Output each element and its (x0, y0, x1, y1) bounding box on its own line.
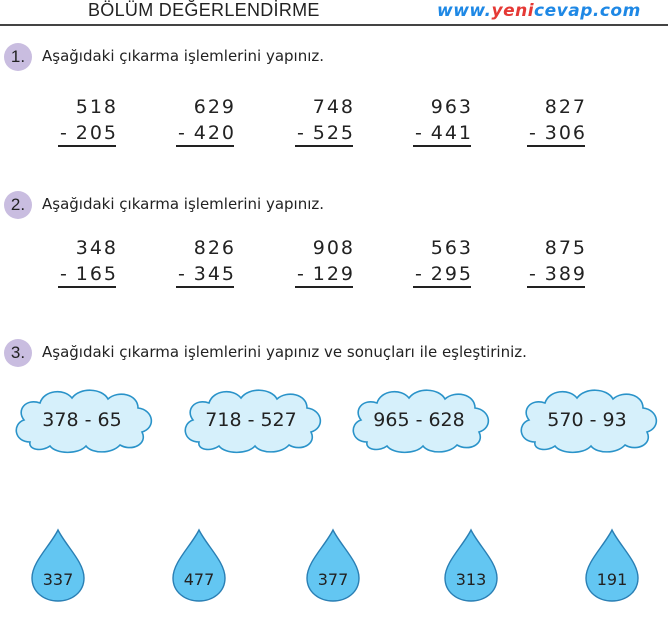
minus-sign: - (178, 122, 187, 144)
minuend: 748 (312, 96, 355, 118)
site-prefix: www. (437, 1, 492, 21)
minuend: 629 (193, 96, 236, 118)
drop-value: 337 (42, 570, 74, 589)
question-3-text: Aşağıdaki çıkarma işlemlerini yapınız ve sonuçları ile eşleştiriniz. (42, 343, 527, 361)
subtrahend: 420 (193, 122, 236, 144)
subtrahend-row (413, 261, 477, 287)
minus-sign: - (297, 122, 306, 144)
minus-sign: - (415, 263, 424, 285)
page-title: BÖLÜM DEĞERLENDİRME (88, 0, 320, 20)
expression-cloud[interactable] (513, 384, 661, 456)
subtrahend-row (295, 120, 359, 146)
cloud-expression: 378 - 65 (42, 409, 122, 431)
water-drop-icon (171, 528, 227, 602)
answer-line (527, 286, 585, 288)
subtraction-problem (58, 94, 122, 146)
question-3-badge: 3. (4, 339, 32, 367)
drop-value: 191 (596, 570, 628, 589)
answer-line (295, 145, 353, 147)
answer-line (58, 286, 116, 288)
minuend: 826 (193, 237, 236, 259)
subtraction-problem (58, 235, 122, 287)
minus-sign: - (178, 263, 187, 285)
subtrahend-row (58, 261, 122, 287)
subtrahend-row (527, 261, 591, 287)
drop-value: 313 (455, 570, 487, 589)
subtrahend-row (295, 261, 359, 287)
answer-drop[interactable] (305, 528, 361, 602)
answer-drop[interactable] (171, 528, 227, 602)
minus-sign: - (415, 122, 424, 144)
subtraction-problem (176, 235, 240, 287)
question-2-badge: 2. (4, 191, 32, 219)
subtrahend-row (176, 120, 240, 146)
answer-drop[interactable] (30, 528, 86, 602)
minuend: 908 (312, 237, 355, 259)
minus-sign: - (529, 263, 538, 285)
minuend: 348 (75, 237, 118, 259)
site-suffix: .com (592, 1, 641, 21)
water-drop-icon (305, 528, 361, 602)
answer-line (413, 286, 471, 288)
water-drop-icon (30, 528, 86, 602)
subtrahend-row (527, 120, 591, 146)
subtraction-problem (413, 235, 477, 287)
answer-line (176, 286, 234, 288)
cloud-expression: 965 - 628 (373, 409, 465, 431)
header-divider (0, 24, 668, 26)
water-drop-icon (443, 528, 499, 602)
drop-value: 477 (183, 570, 215, 589)
subtraction-problem (295, 94, 359, 146)
subtraction-problem (176, 94, 240, 146)
minus-sign: - (60, 122, 69, 144)
subtrahend-row (413, 120, 477, 146)
subtrahend: 295 (430, 263, 473, 285)
minuend: 563 (430, 237, 473, 259)
question-2-text: Aşağıdaki çıkarma işlemlerini yapınız. (42, 195, 325, 213)
subtrahend-row (58, 120, 122, 146)
subtrahend: 389 (544, 263, 587, 285)
minuend: 518 (75, 96, 118, 118)
subtraction-problem (527, 94, 591, 146)
site-cevap: cevap (534, 1, 593, 21)
minuend: 963 (430, 96, 473, 118)
subtrahend: 441 (430, 122, 473, 144)
subtraction-problem (527, 235, 591, 287)
expression-cloud[interactable] (345, 384, 493, 456)
site-yeni: yeni (491, 1, 535, 21)
subtrahend: 205 (75, 122, 118, 144)
cloud-expression: 570 - 93 (547, 409, 627, 431)
subtrahend: 129 (312, 263, 355, 285)
expression-cloud[interactable] (177, 384, 325, 456)
answer-line (527, 145, 585, 147)
minuend: 827 (544, 96, 587, 118)
answer-line (295, 286, 353, 288)
minus-sign: - (297, 263, 306, 285)
answer-line (176, 145, 234, 147)
cloud-expression: 718 - 527 (205, 409, 297, 431)
minus-sign: - (529, 122, 538, 144)
subtrahend: 345 (193, 263, 236, 285)
answer-drop[interactable] (443, 528, 499, 602)
minus-sign: - (60, 263, 69, 285)
site-watermark (437, 1, 641, 21)
drop-value: 377 (317, 570, 349, 589)
expression-cloud[interactable] (8, 384, 156, 456)
minuend: 875 (544, 237, 587, 259)
answer-drop[interactable] (584, 528, 640, 602)
question-1-badge: 1. (4, 43, 32, 71)
subtraction-problem (295, 235, 359, 287)
subtrahend-row (176, 261, 240, 287)
answer-line (58, 145, 116, 147)
subtrahend: 525 (312, 122, 355, 144)
subtrahend: 306 (544, 122, 587, 144)
question-1-text: Aşağıdaki çıkarma işlemlerini yapınız. (42, 47, 325, 65)
answer-line (413, 145, 471, 147)
subtraction-problem (413, 94, 477, 146)
subtrahend: 165 (75, 263, 118, 285)
water-drop-icon (584, 528, 640, 602)
